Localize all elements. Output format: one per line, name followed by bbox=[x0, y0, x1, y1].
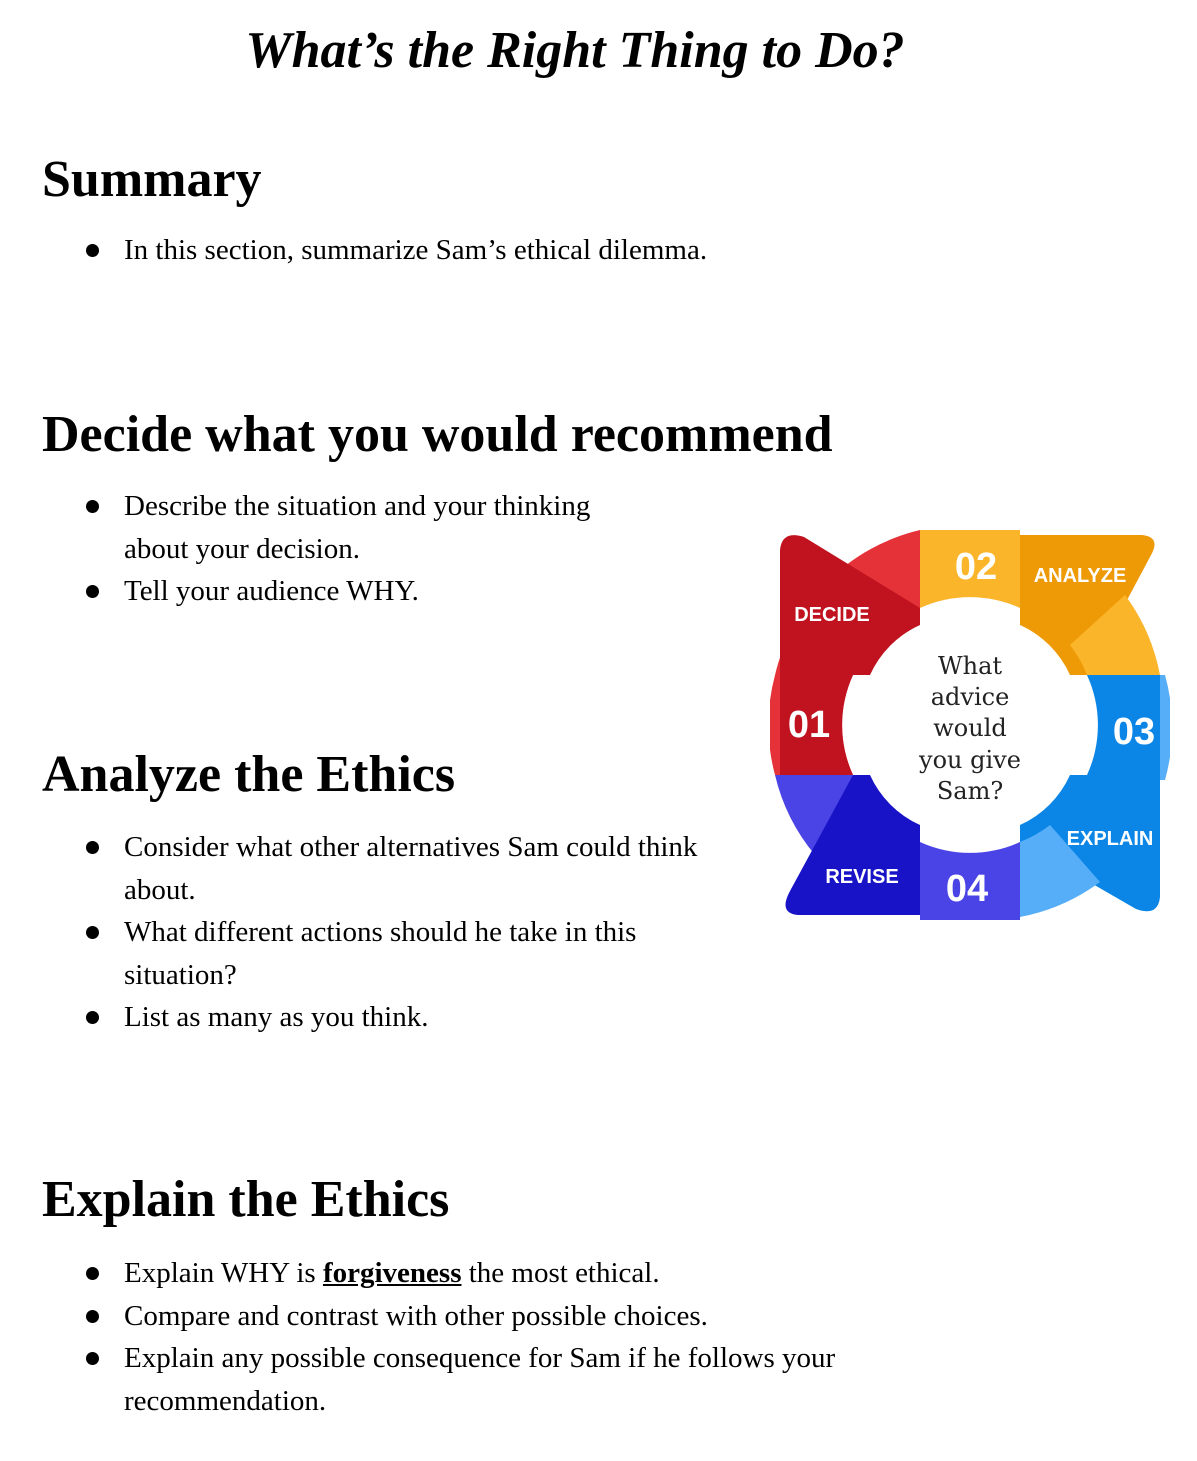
list-item: Explain any possible consequence for Sam if he follows your recommendation. bbox=[82, 1337, 932, 1422]
list-item-text: Explain WHY is bbox=[124, 1257, 323, 1289]
list-item: What different actions should he take in this situation? bbox=[82, 911, 702, 996]
segment-decide-label: DECIDE bbox=[794, 604, 870, 626]
segment-analyze-label: ANALYZE bbox=[1033, 565, 1127, 587]
center-line: What bbox=[937, 652, 1003, 680]
list-item: Tell your audience WHY. bbox=[82, 570, 652, 613]
explain-list bbox=[82, 1252, 932, 1422]
list-item: Compare and contrast with other possible choices. bbox=[82, 1295, 932, 1338]
cycle-diagram bbox=[770, 525, 1170, 925]
emphasis-forgiveness: forgiveness bbox=[322, 1257, 462, 1289]
analyze-heading: Analyze the Ethics bbox=[42, 746, 456, 803]
list-item-text: the most ethical. bbox=[461, 1257, 660, 1289]
center-line: you give bbox=[919, 746, 1021, 774]
summary-list bbox=[82, 229, 782, 272]
center-line: Sam? bbox=[936, 777, 1004, 805]
segment-analyze-number: 02 bbox=[954, 546, 998, 588]
list-item: List as many as you think. bbox=[82, 996, 702, 1039]
explain-heading: Explain the Ethics bbox=[42, 1171, 450, 1228]
center-line: advice bbox=[930, 683, 1010, 711]
analyze-list bbox=[82, 826, 702, 1039]
list-item bbox=[82, 1252, 932, 1295]
summary-heading: Summary bbox=[42, 151, 262, 208]
decide-heading: Decide what you would recommend bbox=[42, 406, 833, 463]
segment-explain-label: EXPLAIN bbox=[1066, 828, 1154, 850]
list-item: In this section, summarize Sam’s ethical dilemma. bbox=[82, 229, 782, 272]
decide-list bbox=[82, 485, 652, 613]
segment-revise-label: REVISE bbox=[825, 866, 899, 888]
page-title: What’s the Right Thing to Do? bbox=[245, 22, 905, 79]
list-item: Describe the situation and your thinking about your decision. bbox=[82, 485, 652, 570]
segment-decide-number: 01 bbox=[787, 704, 831, 746]
center-line: would bbox=[933, 714, 1007, 742]
segment-explain-number: 03 bbox=[1112, 711, 1156, 753]
list-item: Consider what other alternatives Sam could think about. bbox=[82, 826, 702, 911]
segment-revise-number: 04 bbox=[945, 868, 989, 910]
